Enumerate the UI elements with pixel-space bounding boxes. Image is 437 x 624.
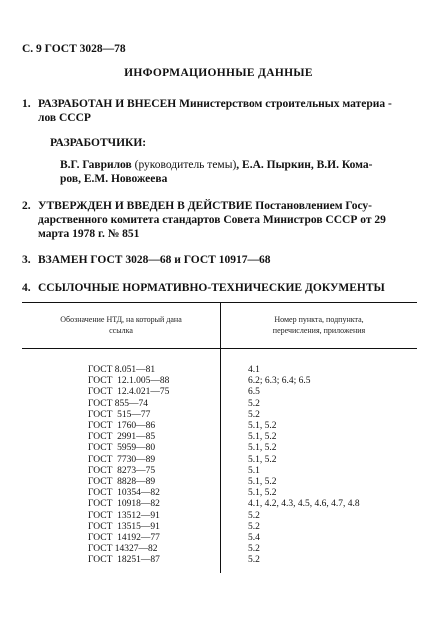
section-3-text: ВЗАМЕН ГОСТ 3028—68 и ГОСТ 10917—68: [38, 254, 271, 266]
table-cell-clause: 6.5: [248, 387, 260, 398]
table-cell-clause: 5.1, 5.2: [248, 421, 277, 432]
section-1-bold: РАЗРАБОТАН И ВНЕСЕН: [38, 98, 177, 110]
table-cell-document: ГОСТ 12.4.021—75: [88, 387, 170, 398]
section-3-number: 3.: [22, 254, 31, 266]
table-cell-clause: 6.2; 6.3; 6.4; 6.5: [248, 376, 311, 387]
section-3: [22, 253, 270, 267]
table-cell-document: ГОСТ 1760—86: [88, 421, 156, 432]
table-cell-clause: 5.2: [248, 555, 260, 566]
page-header: С. 9 ГОСТ 3028—78: [22, 43, 126, 55]
table-cell-document: ГОСТ 13512—91: [88, 510, 160, 521]
table-cell-document: ГОСТ 2991—85: [88, 432, 156, 443]
section-2: [22, 199, 432, 213]
table-header-document-line-1: Обозначение НТД, на который дана: [60, 315, 182, 324]
table-cell-document: ГОСТ 515—77: [88, 409, 151, 420]
section-4-number: 4.: [22, 282, 31, 294]
section-1-continuation: лов СССР: [38, 112, 91, 124]
table-body-clauses: [248, 365, 360, 567]
developers-line-2: ров, Е.М. Новожеева: [60, 173, 168, 185]
developers-line-1: [60, 158, 372, 172]
table-header-document: [22, 314, 220, 336]
developer-lead-note: (руководитель темы): [131, 159, 237, 171]
table-cell-clause: 5.4: [248, 533, 260, 544]
table-cell-document: ГОСТ 18251—87: [88, 555, 160, 566]
section-2-continuation-1: дарственного комитета стандартов Совета Министров СССР от 29: [38, 214, 386, 226]
section-2-text: Постановлением Госу-: [252, 200, 372, 212]
table-cell-clause: 5.1, 5.2: [248, 443, 277, 454]
table-header-clause: [221, 314, 417, 336]
table-cell-document: ГОСТ 855—74: [88, 398, 148, 409]
table-column-divider: [220, 303, 221, 573]
table-header-clause-line-2: перечисления, приложения: [272, 326, 366, 335]
section-1: [22, 97, 422, 111]
table-cell-clause: 4.1: [248, 365, 260, 375]
section-2-number: 2.: [22, 200, 31, 212]
table-header-document-line-2: ссылка: [109, 326, 133, 335]
table-cell-document: ГОСТ 8273—75: [88, 465, 156, 476]
table-header-clause-line-1: Номер пункта, подпункта,: [274, 315, 364, 324]
developer-lead-name: В.Г. Гаврилов: [60, 159, 132, 171]
developers-names: , Е.А. Пыркин, В.И. Кома-: [236, 159, 373, 171]
table-cell-document: ГОСТ 8828—89: [88, 477, 156, 488]
table-cell-document: ГОСТ 7730—89: [88, 454, 156, 465]
section-2-bold: УТВЕРЖДЕН И ВВЕДЕН В ДЕЙСТВИЕ: [38, 200, 253, 212]
section-4-text: ССЫЛОЧНЫЕ НОРМАТИВНО-ТЕХНИЧЕСКИЕ ДОКУМЕНТЫ: [38, 282, 385, 294]
table-cell-clause: 5.2: [248, 398, 260, 409]
section-2-continuation-2: марта 1978 г. № 851: [38, 228, 140, 240]
table-cell-clause: 5.1, 5.2: [248, 454, 277, 465]
section-1-text: Министерством строительных материа -: [176, 98, 392, 110]
table-body-documents: [88, 365, 169, 567]
table-cell-clause: 5.1, 5.2: [248, 477, 277, 488]
table-cell-clause: 5.2: [248, 521, 260, 532]
table-cell-document: ГОСТ 5959—80: [88, 443, 156, 454]
table-cell-clause: 5.1, 5.2: [248, 432, 277, 443]
table-cell-document: ГОСТ 14192—77: [88, 533, 160, 544]
table-cell-document: ГОСТ 10354—82: [88, 488, 160, 499]
table-cell-document: ГОСТ 10918—82: [88, 499, 160, 510]
table-cell-clause: 5.2: [248, 544, 260, 555]
table-cell-document: ГОСТ 12.1.005—88: [88, 376, 170, 387]
table-cell-document: ГОСТ 8.051—81: [88, 365, 156, 375]
developers-heading: РАЗРАБОТЧИКИ:: [50, 137, 147, 149]
table-cell-clause: 5.1, 5.2: [248, 488, 277, 499]
page-title: ИНФОРМАЦИОННЫЕ ДАННЫЕ: [124, 67, 313, 79]
table-cell-clause: 5.1: [248, 465, 260, 476]
section-4: [22, 281, 385, 295]
table-cell-document: ГОСТ 13515—91: [88, 521, 160, 532]
table-cell-clause: 5.2: [248, 510, 260, 521]
table-cell-clause: 5.2: [248, 409, 260, 420]
section-1-number: 1.: [22, 98, 31, 110]
table-cell-document: ГОСТ 14327—82: [88, 544, 158, 555]
table-cell-clause: 4.1, 4.2, 4.3, 4.5, 4.6, 4.7, 4.8: [248, 499, 360, 510]
